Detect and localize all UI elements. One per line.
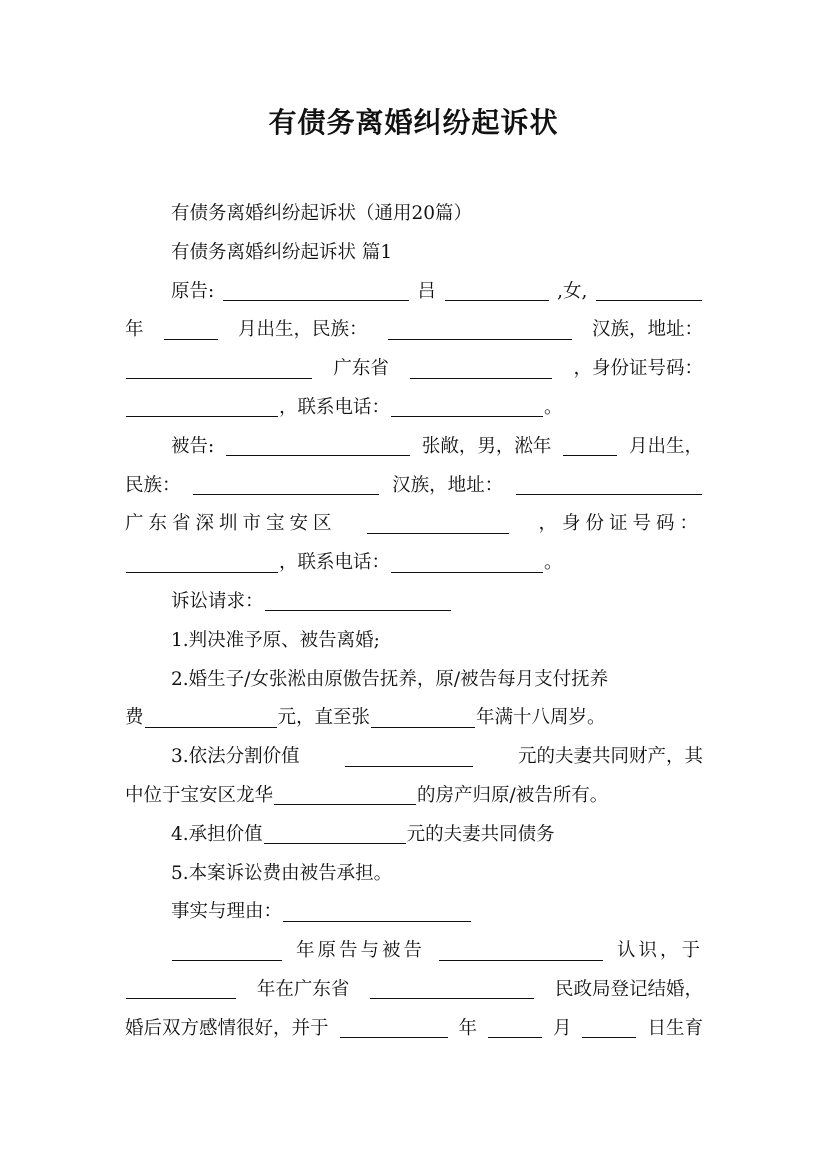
- facts-birth-year: 年: [458, 1017, 477, 1039]
- plaintiff-province: 广东省: [333, 358, 389, 380]
- facts-after-marriage: 婚后双方感情很好，并于: [125, 1017, 329, 1039]
- claim-3-ownership: 的房产归原/被告所有。: [417, 784, 609, 806]
- facts-year: 年原告与被告: [295, 940, 425, 962]
- defendant-end: 。: [544, 552, 563, 574]
- defendant-ethnicity-label: 民族：: [125, 474, 181, 496]
- defendant-line-1: [125, 428, 703, 467]
- claims-label: 诉讼请求：: [171, 590, 264, 612]
- blank-field: [126, 377, 312, 379]
- blank-field: [391, 571, 543, 573]
- blank-field: [367, 532, 509, 534]
- plaintiff-phone-label: ，联系电话：: [279, 396, 391, 418]
- claim-2-line-2: [125, 699, 703, 738]
- facts-line-2: [125, 971, 703, 1010]
- defendant-ethnicity: 汉族，地址：: [392, 474, 504, 496]
- claim-4-line: [125, 816, 703, 855]
- claim-4-text: 4.承担价值: [171, 823, 263, 845]
- facts-label: 事实与理由：: [171, 901, 283, 923]
- facts-birth-day: 日生育: [647, 1017, 703, 1039]
- subtitle-line: [125, 195, 703, 234]
- blank-field: [439, 959, 603, 961]
- claim-3-property: 元的夫妻共同财产，其: [517, 746, 703, 768]
- facts-birth-month: 月: [552, 1017, 572, 1039]
- blank-field: [488, 1036, 542, 1038]
- plaintiff-line-3: [125, 350, 703, 389]
- blank-field: [145, 726, 277, 728]
- claim-5: 5.本案诉讼费由被告承担。: [171, 862, 393, 884]
- facts-registered: 民政局登记结婚，: [554, 978, 703, 1000]
- blank-field: [274, 803, 416, 805]
- facts-province: 年在广东省: [256, 978, 350, 1000]
- claim-2-age: 年满十八周岁。: [476, 707, 606, 729]
- blank-field: [126, 571, 278, 573]
- plaintiff-ethnicity: 汉族，地址：: [591, 319, 703, 341]
- facts-met: 认识，于: [616, 940, 703, 962]
- claim-1: 1.判决准予原、被告离婚;: [171, 629, 380, 651]
- section-heading: 有债务离婚纠纷起诉状 篇1: [171, 241, 393, 263]
- blank-field: [445, 299, 549, 301]
- document-title: 有债务离婚纠纷起诉状: [268, 106, 559, 139]
- blank-field: [391, 415, 543, 417]
- claim-2-fee: 费: [125, 707, 144, 729]
- subtitle: 有债务离婚纠纷起诉状（通用20篇）: [171, 203, 473, 224]
- blank-field: [126, 415, 278, 417]
- blank-field: [516, 493, 702, 495]
- claim-2-text: 2.婚生子/女张淞由原傲告抚养，原/被告每月支付抚养: [171, 668, 609, 690]
- plaintiff-line-2: [125, 311, 703, 350]
- blank-field: [193, 493, 379, 495]
- plaintiff-id-label: ，身份证号码：: [573, 358, 703, 380]
- plaintiff-gender: ,女,: [557, 280, 588, 302]
- section-heading-line: [125, 234, 703, 273]
- claims-label-line: [125, 583, 703, 622]
- defendant-name: 张敞，男，淞年: [421, 435, 552, 457]
- facts-line-3: [125, 1010, 703, 1049]
- blank-field: [596, 299, 702, 301]
- blank-field: [563, 454, 617, 456]
- claim-3-line-1: [125, 738, 703, 777]
- document-body: [125, 195, 703, 1049]
- blank-field: [582, 1036, 636, 1038]
- defendant-line-2: [125, 467, 703, 506]
- plaintiff-line-4: [125, 389, 703, 428]
- blank-field: [371, 726, 475, 728]
- blank-field: [370, 997, 534, 999]
- blank-field: [265, 609, 451, 611]
- defendant-birth-month: 月出生，: [628, 435, 703, 457]
- plaintiff-name: 吕: [417, 280, 436, 302]
- plaintiff-birth-year: 年: [125, 319, 144, 341]
- blank-field: [340, 1036, 448, 1038]
- blank-field: [126, 997, 236, 999]
- claim-5-line: [125, 855, 703, 894]
- facts-label-line: [125, 893, 703, 932]
- facts-line-1: [125, 932, 703, 971]
- blank-field: [410, 377, 552, 379]
- claim-4-debt: 元的夫妻共同债务: [406, 823, 555, 845]
- plaintiff-label: 原告:: [171, 280, 215, 302]
- blank-field: [226, 454, 410, 456]
- claim-2-line-1: [125, 661, 703, 700]
- blank-field: [172, 959, 282, 961]
- defendant-line-4: [125, 544, 703, 583]
- plaintiff-end: 。: [544, 396, 563, 418]
- claim-2-until: 元，直至张: [277, 707, 371, 729]
- claim-1-line: [125, 622, 703, 661]
- defendant-address: 广东省深圳市宝安区: [125, 513, 337, 535]
- blank-field: [345, 765, 473, 767]
- blank-field: [283, 920, 471, 922]
- defendant-phone-label: ，联系电话：: [279, 552, 391, 574]
- blank-field: [388, 338, 572, 340]
- defendant-line-3: [125, 505, 703, 544]
- claim-3-line-2: [125, 777, 703, 816]
- claim-3-location: 中位于宝安区龙华: [125, 784, 274, 806]
- defendant-id-label: ，身份证号码：: [538, 513, 703, 535]
- plaintiff-birth-month: 月出生，民族：: [237, 319, 368, 341]
- blank-field: [164, 338, 218, 340]
- plaintiff-line-1: [125, 273, 703, 312]
- claim-3-text: 3.依法分割价值: [171, 746, 300, 768]
- blank-field: [264, 842, 406, 844]
- defendant-label: 被告:: [171, 435, 215, 457]
- blank-field: [223, 299, 409, 301]
